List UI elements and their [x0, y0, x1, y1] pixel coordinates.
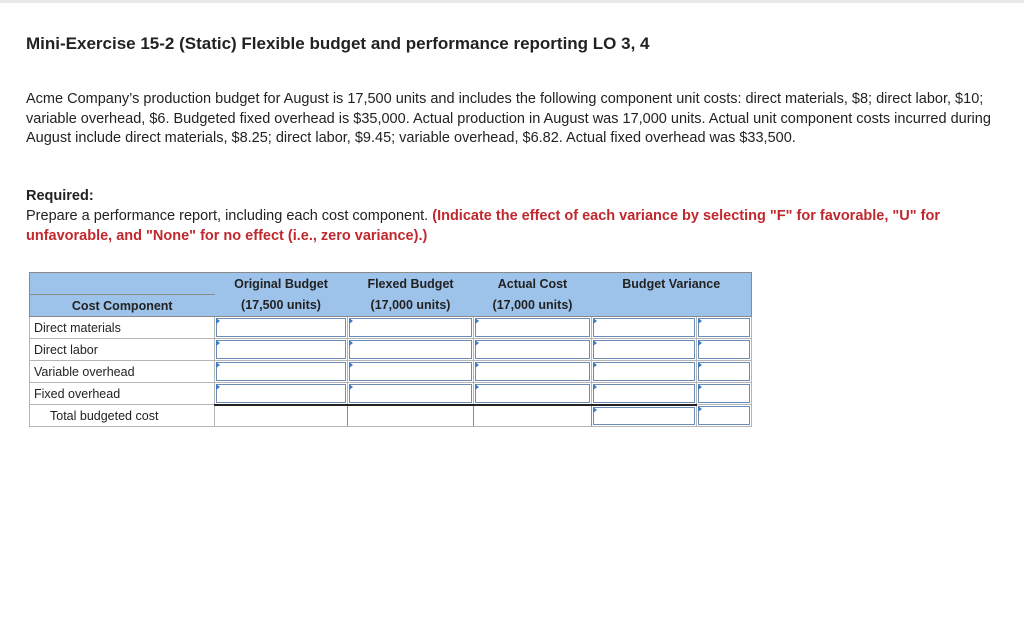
actual-cost-direct-materials-input[interactable] — [474, 317, 592, 339]
flexed-budget-variable-overhead-input[interactable] — [348, 361, 474, 383]
variance-fixed-overhead-input[interactable] — [592, 383, 697, 405]
original-budget-direct-materials-input[interactable] — [215, 317, 348, 339]
dropdown-marker-icon — [698, 406, 702, 412]
header-actual-units: (17,000 units) — [474, 295, 592, 317]
input-marker-icon — [593, 340, 597, 346]
row-label-direct-labor: Direct labor — [30, 339, 215, 361]
input-marker-icon — [593, 384, 597, 390]
flexed-budget-fixed-overhead-input[interactable] — [348, 383, 474, 405]
input-marker-icon — [216, 384, 220, 390]
variance-effect-variable-overhead-select[interactable] — [697, 361, 752, 383]
performance-report-table — [29, 272, 752, 427]
input-marker-icon — [475, 384, 479, 390]
table-row — [30, 339, 752, 361]
input-marker-icon — [216, 318, 220, 324]
variance-direct-materials-input[interactable] — [592, 317, 697, 339]
row-label-variable-overhead: Variable overhead — [30, 361, 215, 383]
header-actual-cost: Actual Cost — [474, 273, 592, 295]
actual-cost-variable-overhead-input[interactable] — [474, 361, 592, 383]
actual-cost-total — [474, 405, 592, 427]
input-marker-icon — [349, 362, 353, 368]
original-budget-fixed-overhead-input[interactable] — [215, 383, 348, 405]
input-marker-icon — [593, 318, 597, 324]
input-marker-icon — [593, 362, 597, 368]
variance-total-input[interactable] — [592, 405, 697, 427]
input-marker-icon — [349, 340, 353, 346]
page-title: Mini-Exercise 15-2 (Static) Flexible budget and performance reporting LO 3, 4 — [26, 34, 650, 53]
row-label-direct-materials: Direct materials — [30, 317, 215, 339]
input-marker-icon — [475, 318, 479, 324]
variance-effect-total-select[interactable] — [697, 405, 752, 427]
table-row — [30, 361, 752, 383]
header-cost-component: Cost Component — [30, 295, 215, 317]
original-budget-variable-overhead-input[interactable] — [215, 361, 348, 383]
table-row — [30, 383, 752, 405]
required-description: Prepare a performance report, including each cost component. — [26, 208, 433, 224]
problem-statement: Acme Company’s production budget for August is 17,500 units and includes the following component unit costs: direct materials, $8; direct labor, $10; variable overhead, $6. Budgeted fixed overhead is $35,000. Actual production in August was 17,000 units. Actual unit component costs incurred during August include direct materials, $8.25; direct labor, $9.45; variable overhead, $6.82. Actual fixed overhead was $33,500. — [26, 91, 991, 146]
header-budget-variance: Budget Variance — [592, 273, 752, 295]
header-flexed-units: (17,000 units) — [348, 295, 474, 317]
required-heading: Required: — [26, 188, 94, 204]
row-label-total-budgeted-cost: Total budgeted cost — [30, 405, 215, 427]
variance-variable-overhead-input[interactable] — [592, 361, 697, 383]
header-blank — [30, 273, 215, 295]
top-divider — [0, 0, 1024, 3]
header-original-units: (17,500 units) — [215, 295, 348, 317]
variance-effect-direct-materials-select[interactable] — [697, 317, 752, 339]
actual-cost-fixed-overhead-input[interactable] — [474, 383, 592, 405]
header-row — [30, 273, 752, 295]
actual-cost-direct-labor-input[interactable] — [474, 339, 592, 361]
dropdown-marker-icon — [698, 340, 702, 346]
input-marker-icon — [216, 340, 220, 346]
input-marker-icon — [475, 340, 479, 346]
dropdown-marker-icon — [698, 362, 702, 368]
header-units-row — [30, 295, 752, 317]
required-text — [26, 207, 1001, 246]
table-row — [30, 317, 752, 339]
input-marker-icon — [216, 362, 220, 368]
input-marker-icon — [349, 318, 353, 324]
dropdown-marker-icon — [698, 318, 702, 324]
flexed-budget-direct-labor-input[interactable] — [348, 339, 474, 361]
header-flexed-budget: Flexed Budget — [348, 273, 474, 295]
original-budget-direct-labor-input[interactable] — [215, 339, 348, 361]
dropdown-marker-icon — [698, 384, 702, 390]
input-marker-icon — [349, 384, 353, 390]
original-budget-total — [215, 405, 348, 427]
header-variance-blank — [592, 295, 752, 317]
header-original-budget: Original Budget — [215, 273, 348, 295]
variance-effect-fixed-overhead-select[interactable] — [697, 383, 752, 405]
variance-instruction: (Indicate the effect of each variance by selecting "F" for favorable, "U" for unfavorable, and "None" for no effect (i.e., zero variance).) — [26, 208, 940, 244]
input-marker-icon — [475, 362, 479, 368]
table-row-total — [30, 405, 752, 427]
variance-effect-direct-labor-select[interactable] — [697, 339, 752, 361]
variance-direct-labor-input[interactable] — [592, 339, 697, 361]
input-marker-icon — [593, 407, 597, 413]
flexed-budget-total — [348, 405, 474, 427]
flexed-budget-direct-materials-input[interactable] — [348, 317, 474, 339]
row-label-fixed-overhead: Fixed overhead — [30, 383, 215, 405]
